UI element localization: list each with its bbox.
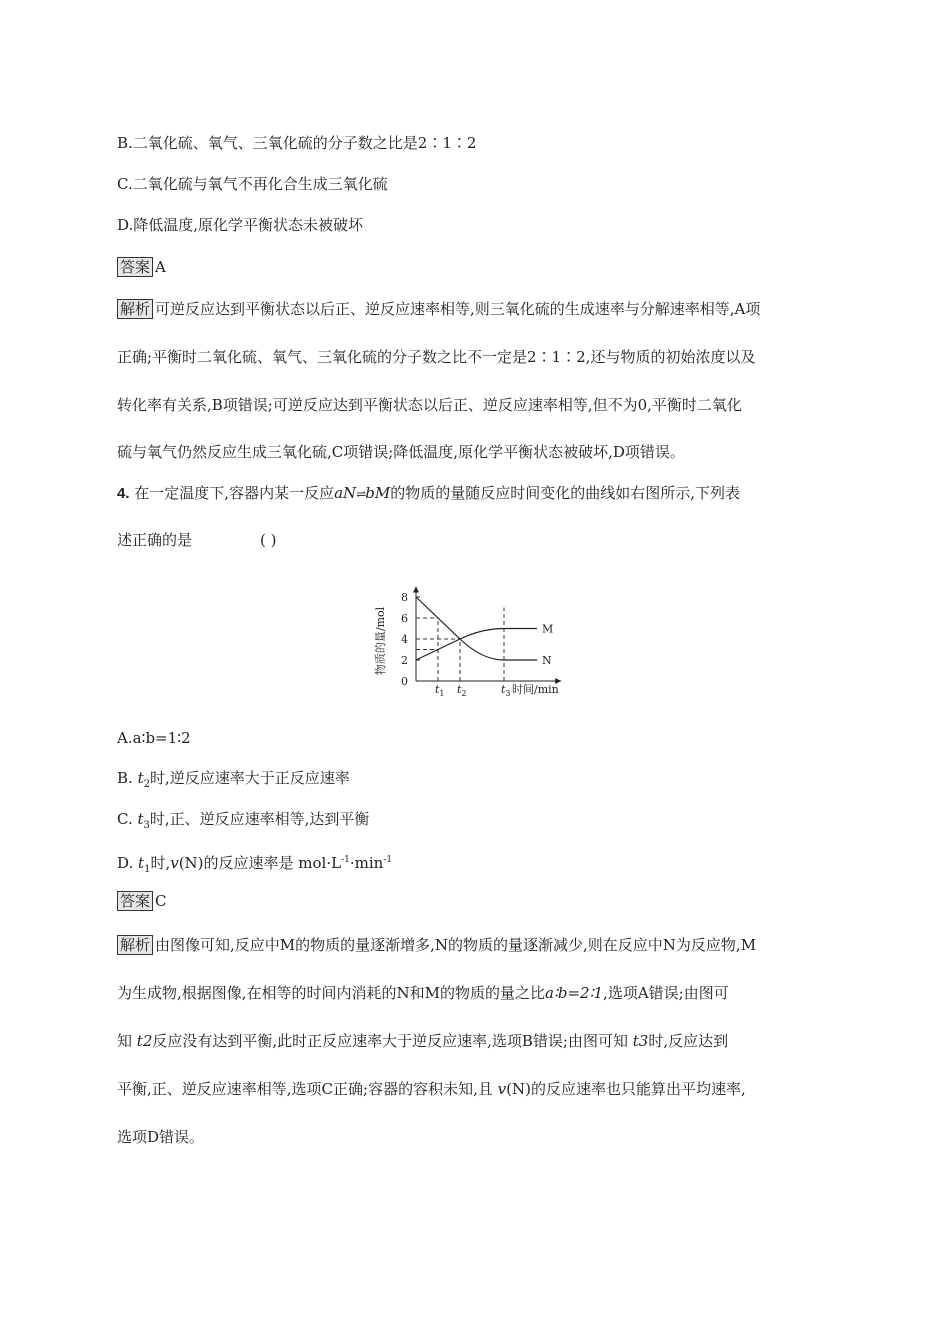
analysis-tag: 解析: [117, 299, 153, 319]
analysis-text-2: 反应没有达到平衡,此时正反应速率大于逆反应速率,选项B错误;由图可知: [152, 1032, 628, 1050]
y-tick-label: 6: [401, 612, 408, 625]
product: bM: [365, 484, 391, 502]
rate-var: v: [170, 854, 179, 872]
analysis-text: 知: [117, 1032, 133, 1050]
unit-exponent-2: -1: [383, 855, 393, 865]
time-sub: 1: [144, 864, 151, 875]
x-tick-label: $t_2$: [457, 683, 467, 698]
q4-analysis-line-3: [117, 1031, 728, 1051]
chart-axes: [413, 587, 561, 685]
q3-analysis-line-2: 正确;平衡时二氧化硫、氧气、三氧化硫的分子数之比不一定是2∶1∶2,还与物质的初始浓度以及: [117, 348, 756, 366]
answer-value: C: [155, 892, 167, 910]
t3-var: t3: [632, 1032, 649, 1050]
q3-analysis-line-1: [117, 299, 760, 319]
answer-tag: 答案: [117, 891, 153, 911]
option-text-2: (N)的反应速率是 mol·L: [178, 854, 342, 872]
q4-option-b: [117, 768, 350, 795]
q4-option-c: [117, 809, 369, 836]
series-M-label: M: [542, 622, 554, 636]
analysis-text-2: ,选项A错误;由图可: [603, 984, 729, 1002]
t2-var: t2: [136, 1032, 153, 1050]
q4-stem-line-1: [117, 483, 740, 504]
y-tick-label: 4: [401, 633, 408, 646]
analysis-text: 可逆反应达到平衡状态以后正、逆反应速率相等,则三氧化硫的生成速率与分解速率相等,A项: [155, 300, 761, 318]
q3-option-d: D.降低温度,原化学平衡状态未被破坏: [117, 216, 364, 234]
time-var: t: [138, 854, 145, 872]
analysis-text: 为生成物,根据图像,在相等的时间内消耗的N和M的物质的量之比: [117, 984, 546, 1002]
time-var: t: [137, 769, 144, 787]
chart-curves: [416, 597, 537, 660]
option-text: 时,正、逆反应速率相等,达到平衡: [149, 810, 370, 828]
stem-text-2: 的物质的量随反应时间变化的曲线如右图所示,下列表: [390, 484, 740, 502]
chart-guides: [416, 608, 504, 682]
y-tick-label: 0: [401, 675, 408, 688]
q4-analysis-line-1: [117, 935, 756, 955]
y-axis-label: 物质的量/mol: [374, 606, 387, 676]
analysis-text-3: 时,反应达到: [648, 1032, 729, 1050]
answer-blank: ( ): [260, 531, 277, 549]
stem-text: 在一定温度下,容器内某一反应: [134, 484, 335, 502]
equilibrium-arrow-icon: ⇌: [356, 487, 366, 501]
q4-option-d: [117, 850, 392, 880]
answer-value: A: [155, 258, 166, 276]
option-text-3: ·min: [349, 854, 384, 872]
q4-analysis-line-2: [117, 983, 729, 1003]
ratio: a∶b=2∶1: [545, 984, 604, 1002]
v-var: v: [497, 1080, 507, 1098]
question-number: 4.: [117, 485, 130, 502]
x-tick-label: $t_3$: [501, 683, 511, 698]
time-var: t: [137, 810, 144, 828]
analysis-tag: 解析: [117, 935, 153, 955]
q4-analysis-line-4: [117, 1079, 746, 1099]
option-prefix: D.: [117, 854, 139, 872]
y-tick-label: 8: [401, 591, 408, 604]
time-sub: 3: [143, 820, 150, 831]
q4-option-a: A.a∶b=1∶2: [117, 729, 191, 747]
y-tick-label: 2: [401, 654, 408, 667]
series-M-curve: [416, 629, 537, 661]
q3-option-c: C.二氧化硫与氧气不再化合生成三氧化硫: [117, 175, 388, 193]
time-sub: 2: [143, 779, 150, 790]
answer-tag: 答案: [117, 257, 153, 277]
x-tick-label: $t_1$: [435, 683, 445, 698]
option-prefix: C.: [117, 810, 138, 828]
amount-time-chart: [374, 563, 568, 698]
x-axis-label: 时间/min: [512, 683, 559, 696]
reactant: aN: [334, 484, 357, 502]
y-axis-arrow-icon: [413, 587, 419, 593]
unit-exponent: -1: [341, 855, 350, 865]
analysis-text: 由图像可知,反应中M的物质的量逐渐增多,N的物质的量逐渐减少,则在反应中N为反应物,M: [155, 936, 757, 954]
q4-answer: [117, 891, 167, 911]
q3-option-b: B.二氧化硫、氧气、三氧化硫的分子数之比是2∶1∶2: [117, 134, 477, 152]
q3-analysis-line-3: 转化率有关系,B项错误;可逆反应达到平衡状态以后正、逆反应速率相等,但不为0,平衡时二氧化: [117, 396, 742, 414]
q3-analysis-line-4: 硫与氧气仍然反应生成三氧化硫,C项错误;降低温度,原化学平衡状态被破坏,D项错误。: [117, 443, 685, 461]
series-N-label: N: [542, 654, 552, 667]
stem-text-3: 述正确的是: [117, 531, 193, 549]
option-prefix: B.: [117, 769, 138, 787]
q3-answer: [117, 257, 166, 277]
analysis-text-2: (N)的反应速率也只能算出平均速率,: [506, 1080, 746, 1098]
option-text: 时,: [150, 854, 171, 872]
analysis-text: 平衡,正、逆反应速率相等,选项C正确;容器的容积未知,且: [117, 1080, 493, 1098]
option-text: 时,逆反应速率大于正反应速率: [149, 769, 350, 787]
q4-analysis-line-5: 选项D错误。: [117, 1128, 205, 1146]
q4-stem-line-2: [117, 530, 277, 550]
